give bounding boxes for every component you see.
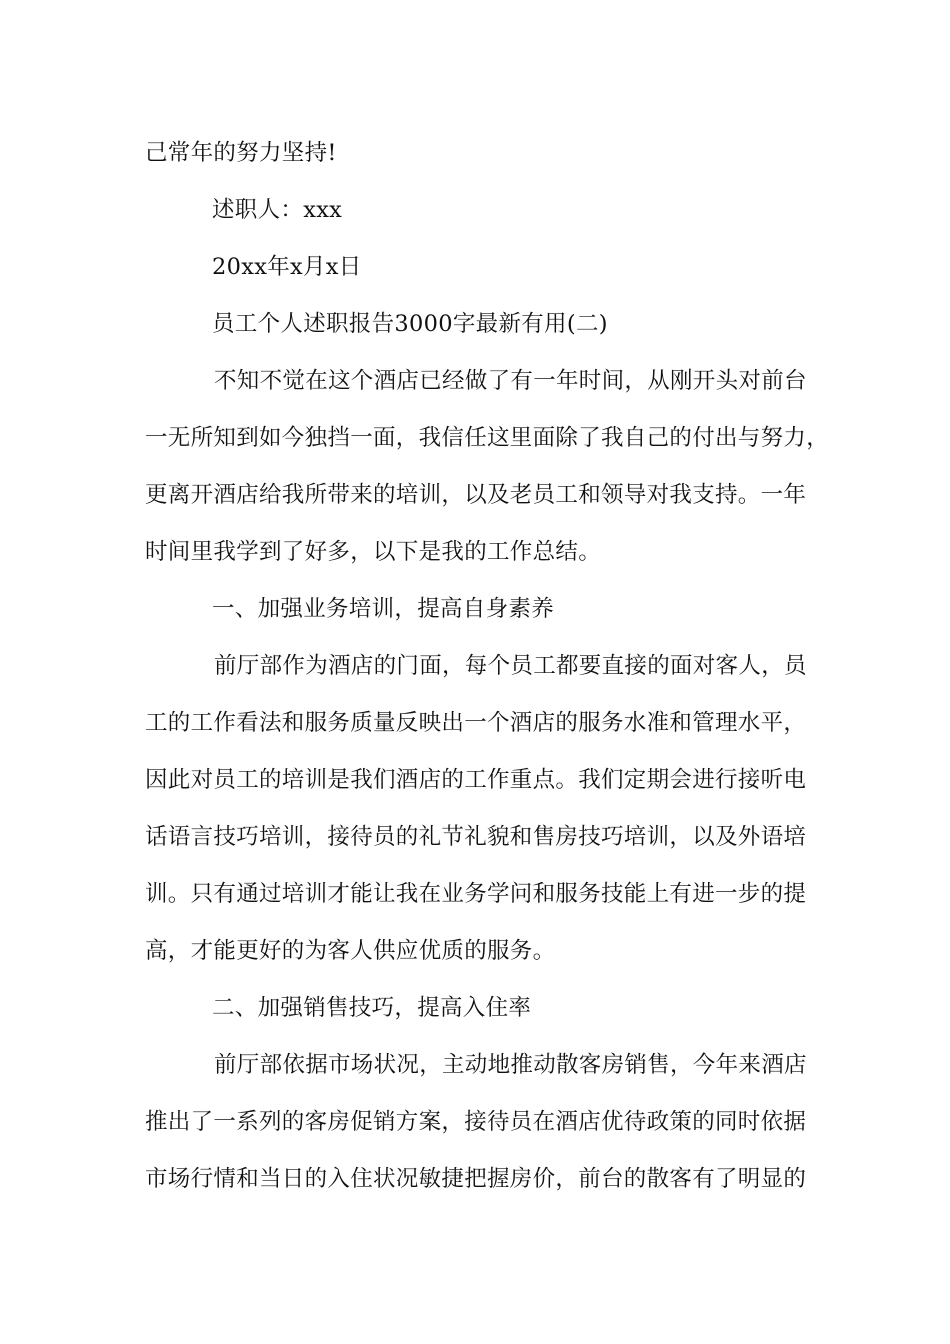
text-line: 不知不觉在这个酒店已经做了有一年时间，从刚开头对前台: [214, 368, 807, 394]
section-title: 员工个人述职报告3000字最新有用(二): [212, 311, 608, 337]
text-line: 推出了一系列的客房促销方案，接待员在酒店优待政策的同时依据: [145, 1109, 807, 1135]
text-line: 训。只有通过培训才能让我在业务学问和服务技能上有进一步的提: [145, 881, 807, 907]
text-line: 因此对员工的培训是我们酒店的工作重点。我们定期会进行接听电: [145, 767, 807, 793]
text-line: 时间里我学到了好多，以下是我的工作总结。: [145, 539, 602, 565]
text-line: 一无所知到如今独挡一面，我信任这里面除了我自己的付出与努力，: [145, 425, 830, 451]
text-line: 高，才能更好的为客人供应优质的服务。: [145, 938, 556, 964]
text-line: 前厅部依据市场状况，主动地推动散客房销售，今年来酒店: [214, 1052, 807, 1078]
text-line: 更离开酒店给我所带来的培训，以及老员工和领导对我支持。一年: [145, 482, 807, 508]
heading-1: 一、加强业务培训，提高自身素养: [212, 596, 555, 622]
text-line: 己常年的努力坚持!: [145, 140, 337, 166]
text-line: 市场行情和当日的入住状况敏捷把握房价，前台的散客有了明显的: [145, 1166, 807, 1192]
text-line: 前厅部作为酒店的门面，每个员工都要直接的面对客人，员: [214, 653, 807, 679]
signature-line: 述职人：xxx: [212, 197, 343, 223]
date-line: 20xx年x月x日: [212, 254, 362, 280]
text-line: 工的工作看法和服务质量反映出一个酒店的服务水准和管理水平，: [145, 710, 807, 736]
heading-2: 二、加强销售技巧，提高入住率: [212, 995, 532, 1021]
text-line: 话语言技巧培训，接待员的礼节礼貌和售房技巧培训，以及外语培: [145, 824, 807, 850]
